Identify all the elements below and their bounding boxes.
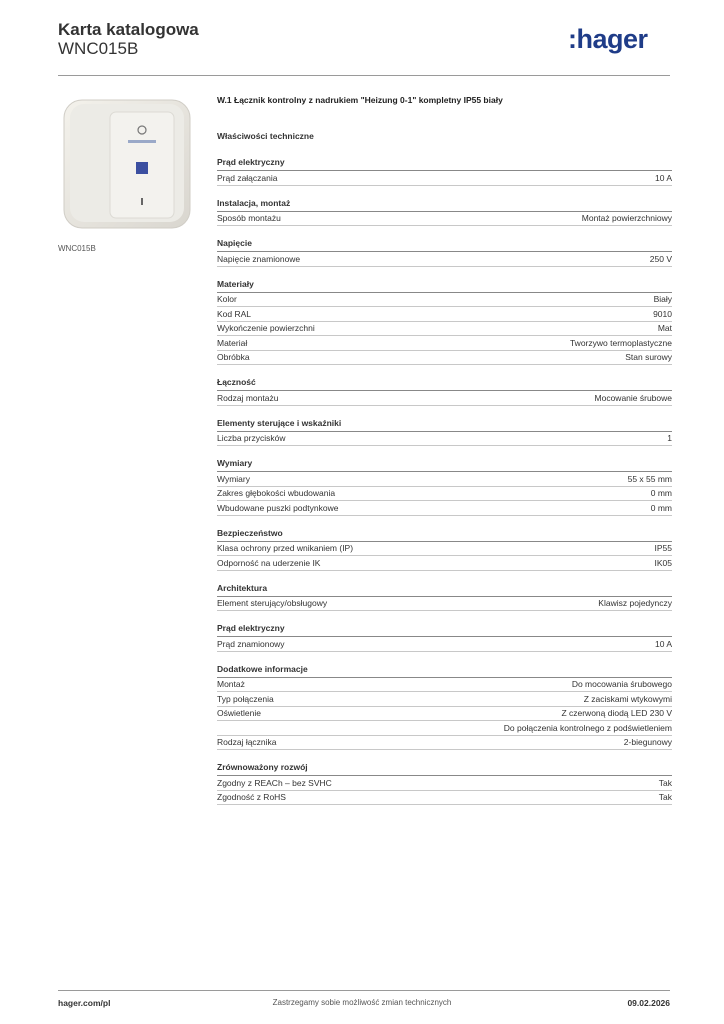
spec-row (217, 597, 672, 612)
spec-value: IP55 (654, 543, 672, 553)
spec-row (217, 472, 672, 487)
section-title: Prąd elektryczny (217, 157, 672, 171)
spec-label: Wbudowane puszki podtynkowe (217, 502, 339, 513)
spec-section (217, 157, 672, 186)
footer-disclaimer: Zastrzegamy sobie możliwość zmian technicznych (272, 998, 452, 1007)
spec-label: Rodzaj montażu (217, 392, 279, 403)
spec-label: Montaż (217, 679, 245, 689)
spec-row (217, 212, 672, 227)
section-title: Instalacja, montaż (217, 198, 672, 212)
spec-section (217, 418, 672, 447)
spec-row (217, 307, 672, 322)
spec-label: Obróbka (217, 352, 250, 362)
section-title: Łączność (217, 377, 672, 391)
spec-label: Kolor (217, 294, 237, 304)
spec-value: Tak (658, 792, 672, 802)
spec-value: Mocowanie śrubowe (594, 392, 672, 403)
footer-date: 09.02.2026 (627, 998, 670, 1008)
footer-website: hager.com/pl (58, 998, 111, 1008)
spec-value: 1 (667, 433, 672, 443)
spec-row (217, 336, 672, 351)
spec-section (217, 238, 672, 267)
spec-value: 55 x 55 mm (627, 473, 672, 484)
spec-row (217, 776, 672, 791)
spec-label: Prąd załączania (217, 172, 278, 183)
spec-value: Do mocowania śrubowego (571, 679, 672, 689)
tech-heading: Właściwości techniczne (217, 131, 314, 141)
spec-section (217, 377, 672, 406)
product-code: WNC015B (58, 39, 139, 58)
section-title: Prąd elektryczny (217, 623, 672, 637)
spec-label: Typ połączenia (217, 693, 274, 704)
spec-label: Kod RAL (217, 308, 252, 319)
spec-row (217, 351, 672, 366)
spec-value: IK05 (654, 557, 672, 568)
spec-row (217, 678, 672, 693)
spec-value: Tak (658, 777, 672, 788)
spec-label: Materiał (217, 337, 248, 348)
spec-label: Wykończenie powierzchni (217, 323, 315, 333)
spec-value: 250 V (649, 253, 672, 264)
spec-row (217, 322, 672, 337)
spec-row (217, 736, 672, 751)
spec-label: Zakres głębokości wbudowania (217, 488, 336, 498)
section-title: Architektura (217, 583, 672, 597)
section-title: Materiały (217, 279, 672, 293)
spec-row (217, 432, 672, 447)
spec-value: 0 mm (650, 502, 672, 513)
header-divider (58, 75, 670, 76)
spec-label: Zgodność z RoHS (217, 792, 286, 802)
spec-label: Sposób montażu (217, 213, 281, 223)
spec-row (217, 707, 672, 722)
spec-value: 9010 (653, 308, 672, 319)
product-image (58, 90, 198, 233)
spec-section (217, 664, 672, 751)
spec-label: Rodzaj łącznika (217, 737, 277, 747)
spec-row (217, 171, 672, 186)
spec-label: Element sterujący/obsługowy (217, 598, 328, 608)
footer-divider (58, 990, 670, 991)
spec-label: Prąd znamionowy (217, 638, 285, 649)
spec-value: Tworzywo termoplastyczne (569, 337, 672, 348)
spec-value: 2-biegunowy (623, 737, 672, 747)
spec-section (217, 762, 672, 805)
spec-row (217, 692, 672, 707)
section-title: Bezpieczeństwo (217, 528, 672, 542)
spec-content (217, 95, 672, 805)
spec-section (217, 583, 672, 612)
spec-label: Wymiary (217, 473, 250, 484)
spec-value: 10 A (654, 172, 672, 183)
spec-section (217, 198, 672, 227)
spec-value: Z czerwoną diodą LED 230 V (561, 708, 672, 718)
spec-row (217, 293, 672, 308)
spec-section (217, 528, 672, 571)
section-title: Wymiary (217, 458, 672, 472)
spec-section (217, 458, 672, 516)
section-title: Zrównoważony rozwój (217, 762, 672, 776)
spec-label: Napięcie znamionowe (217, 253, 301, 264)
spec-value: Z zaciskami wtykowymi (583, 693, 672, 704)
spec-row (217, 556, 672, 571)
spec-label: Liczba przycisków (217, 433, 286, 443)
spec-value: 10 A (654, 638, 672, 649)
section-title: Dodatkowe informacje (217, 664, 672, 678)
spec-value: Montaż powierzchniowy (581, 213, 672, 223)
spec-label: Klasa ochrony przed wnikaniem (IP) (217, 543, 354, 553)
spec-value: Stan surowy (625, 352, 672, 362)
spec-row (217, 542, 672, 557)
spec-value: Biały (653, 294, 672, 304)
product-title: W.1 Łącznik kontrolny z nadrukiem "Heizung 0-1" kompletny IP55 biały (217, 95, 503, 105)
section-title: Napięcie (217, 238, 672, 252)
spec-sections (217, 157, 672, 805)
spec-row (217, 391, 672, 406)
spec-value: Do połączenia kontrolnego z podświetleniem (503, 722, 672, 733)
hager-logo: :hager (568, 24, 648, 54)
spec-section (217, 623, 672, 652)
spec-value: Klawisz pojedynczy (598, 598, 672, 608)
page-title: Karta katalogowa (58, 20, 199, 39)
spec-row (217, 501, 672, 516)
section-title: Elementy sterujące i wskaźniki (217, 418, 672, 432)
spec-label: Oświetlenie (217, 708, 261, 718)
spec-row (217, 252, 672, 267)
spec-row (217, 791, 672, 806)
spec-section (217, 279, 672, 366)
spec-row (217, 721, 672, 736)
image-caption: WNC015B (58, 244, 96, 253)
spec-value: 0 mm (650, 488, 672, 498)
spec-row (217, 487, 672, 502)
spec-label: Zgodny z REACh – bez SVHC (217, 777, 332, 788)
spec-label: Odporność na uderzenie IK (217, 557, 321, 568)
spec-row (217, 637, 672, 652)
spec-value: Mat (657, 323, 672, 333)
